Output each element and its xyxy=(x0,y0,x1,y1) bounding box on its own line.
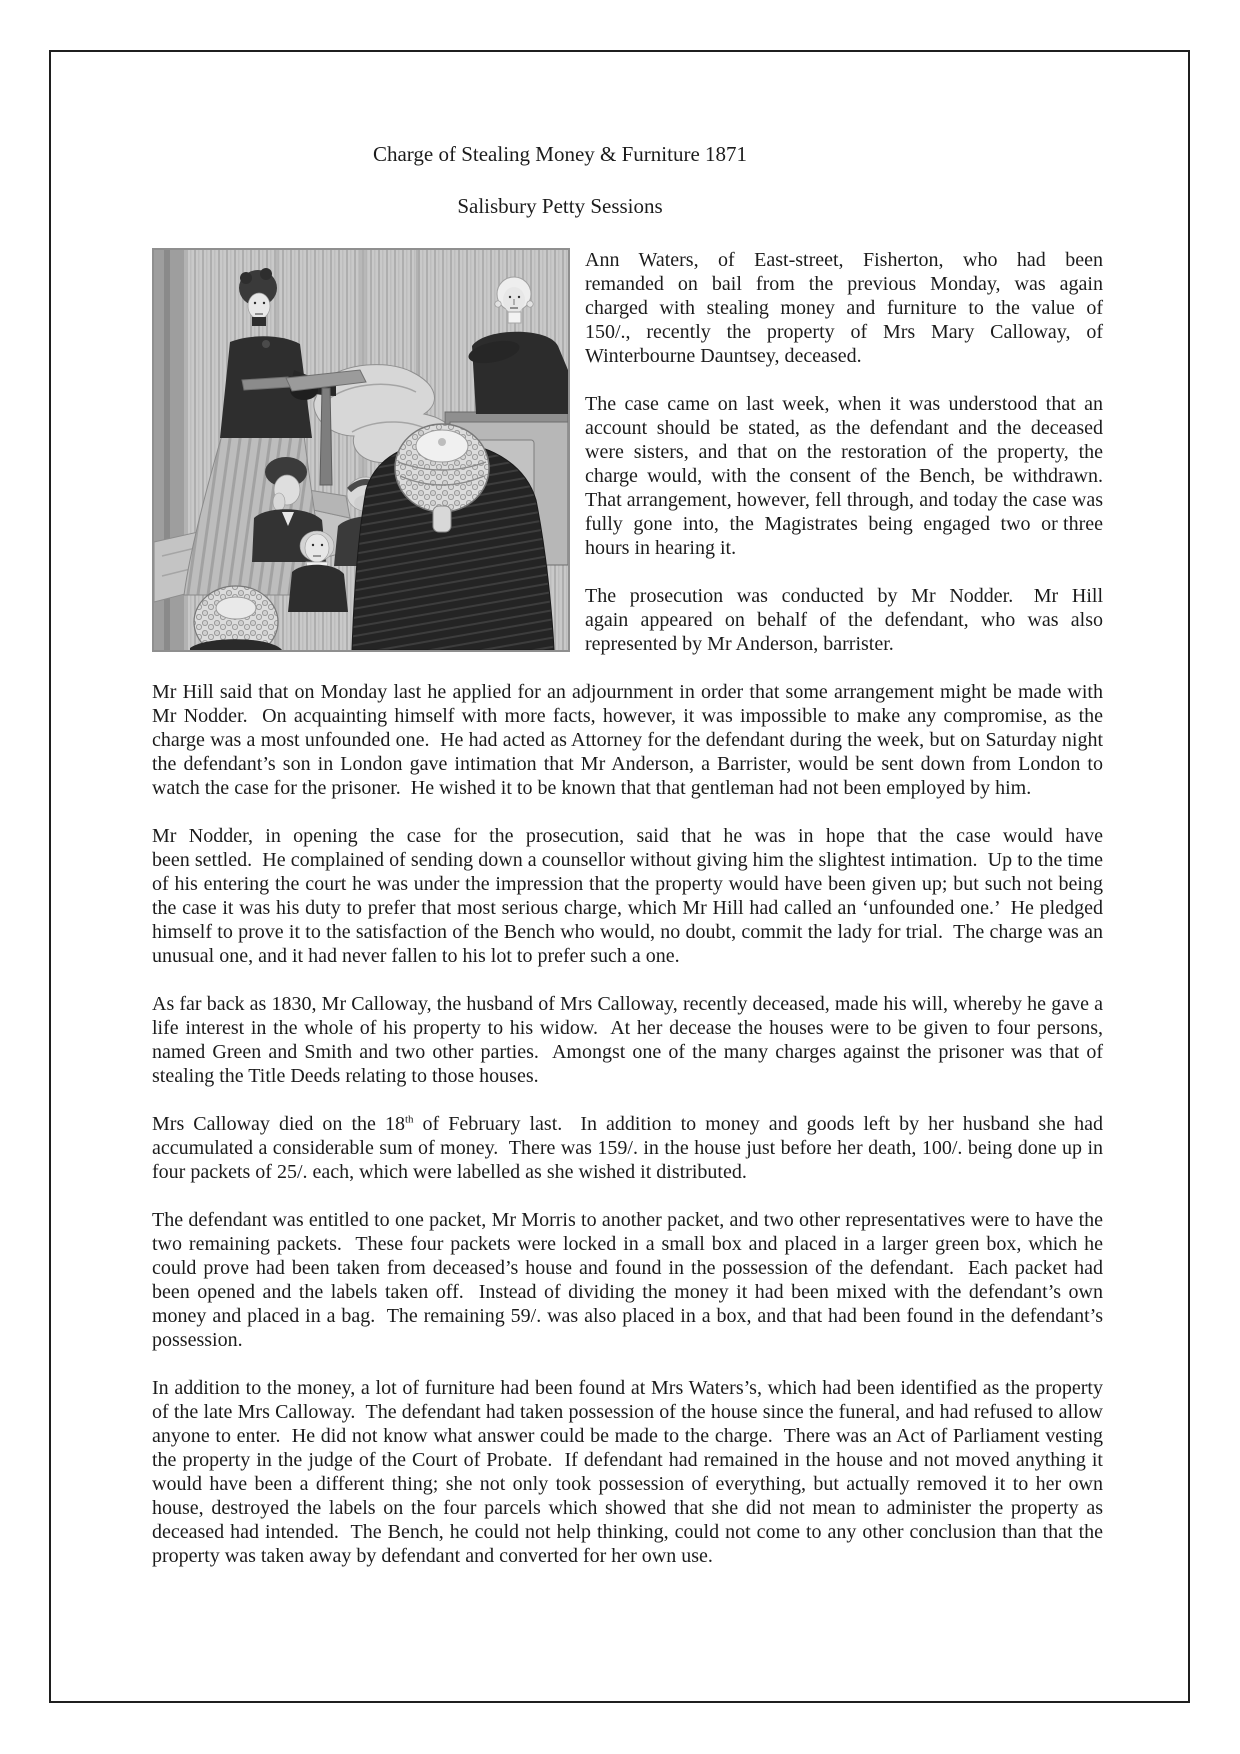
document-subtitle: Salisbury Petty Sessions xyxy=(457,194,663,218)
paragraph-prosecution-counsel: The prosecution was conducted by Mr Nodder. Mr Hill again appeared on behalf of the defendant, who was also represented by Mr Anderson, barrister. xyxy=(585,585,1108,655)
paragraph-furniture-conclusion: In addition to the money, a lot of furniture had been found at Mrs Waters’s, which had been identified as the property of the late Mrs Calloway. The defendant had taken possession of the house since the funeral, and had refused to allow anyone to enter. He did not know what answer could be made to the charge. There was an Act of Parliament vesting the property in the judge of the Court of Probate. If defendant had remained in the house and not moved anything it would have been a different thing; she not only took possession of everything, but actually removed it to her own house, destroyed the labels on the four parcels which showed that she did not mean to administer the property as deceased had intended. The Bench, he could not help thinking, could not come to any other conclusion than that the property was taken away by defendant and converted for her own use. xyxy=(152,1377,1108,1567)
ordinal-superscript: th xyxy=(404,1113,414,1126)
paragraph-case-last-week: The case came on last week, when it was understood that an account should be stated, as the defendant and the deceased were sisters, and that on the restoration of the property, the charge would, with the consent of the Bench, be withdrawn. That arrangement, however, fell through, and today the case was fully gone into, the Magistrates being engaged two or three hours in hearing it. xyxy=(585,393,1113,559)
page-content xyxy=(152,0,1113,1592)
paragraph-nodder-opening: Mr Nodder, in opening the case for the prosecution, said that he was in hope that the case would have been settled. He complained of sending down a counsellor without giving him the slightest intimation. Up to the time of his entering the court he was under the impression that the property would have been given up; but such not being the case it was his duty to prefer that most serious charge, which Mr Hill had called an ‘unfounded one.’ He pledged himself to prove it to the satisfaction of the Bench who would, no doubt, commit the lady for trial. The charge was an unusual one, and it had never fallen to his lot to prefer such a one. xyxy=(152,825,1113,967)
date-text-after: of February last. In addition to money and goods left by her husband she had accumulated a considerable sum of money. There was 159/. in the house just before her death, 100/. being done up in four packets of 25/. each, which were labelled as she wished it distributed. xyxy=(152,1113,1109,1183)
paragraph-money-packets: The defendant was entitled to one packet, Mr Morris to another packet, and two other representatives were to have the two remaining packets. These four packets were locked in a small box and placed in a larger green box, which he could prove had been taken from deceased’s house and found in the possession of the defendant. Each packet had been opened and the labels taken off. Instead of dividing the money it had been mixed with the defendant’s own money and placed in a bag. The remaining 59/. was also placed in a box, and that had been found in the defendant’s possession. xyxy=(152,1209,1108,1351)
courtroom-illustration xyxy=(152,248,570,652)
date-text-before: Mrs Calloway died on the 18 xyxy=(152,1113,405,1135)
courtroom-engraving xyxy=(154,250,568,650)
paragraph-ann-waters: Ann Waters, of East-street, Fisherton, who had been remanded on bail from the previous Monday, was again charged with stealing money and furniture to the value of 150/., recently the property of Mrs Mary Calloway, of Winterbourne Dauntsey, deceased. xyxy=(585,249,1108,367)
article-body xyxy=(152,248,1113,1568)
paragraph-calloway-death xyxy=(152,1112,1109,1184)
paragraph-hill-statement: Mr Hill said that on Monday last he applied for an adjournment in order that some arrangement might be made with Mr Nodder. On acquainting himself with more facts, however, it was impossible to make any compromise, as the charge was a most unfounded one. He had acted as Attorney for the defendant during the week, but on Saturday night the defendant’s son in London gave intimation that Mr Anderson, a Barrister, would be sent down from London to watch the case for the prisoner. He wished it to be known that that gentleman had not been employed by him. xyxy=(152,681,1108,799)
document-title: Charge of Stealing Money & Furniture 1871 xyxy=(372,142,748,166)
paragraph-will-1830: As far back as 1830, Mr Calloway, the husband of Mrs Calloway, recently deceased, made his will, whereby he gave a life interest in the whole of his property to his widow. At her decease the houses were to be given to four persons, named Green and Smith and two other parties. Amongst one of the many charges against the prisoner was that of stealing the Title Deeds relating to those houses. xyxy=(152,993,1108,1087)
